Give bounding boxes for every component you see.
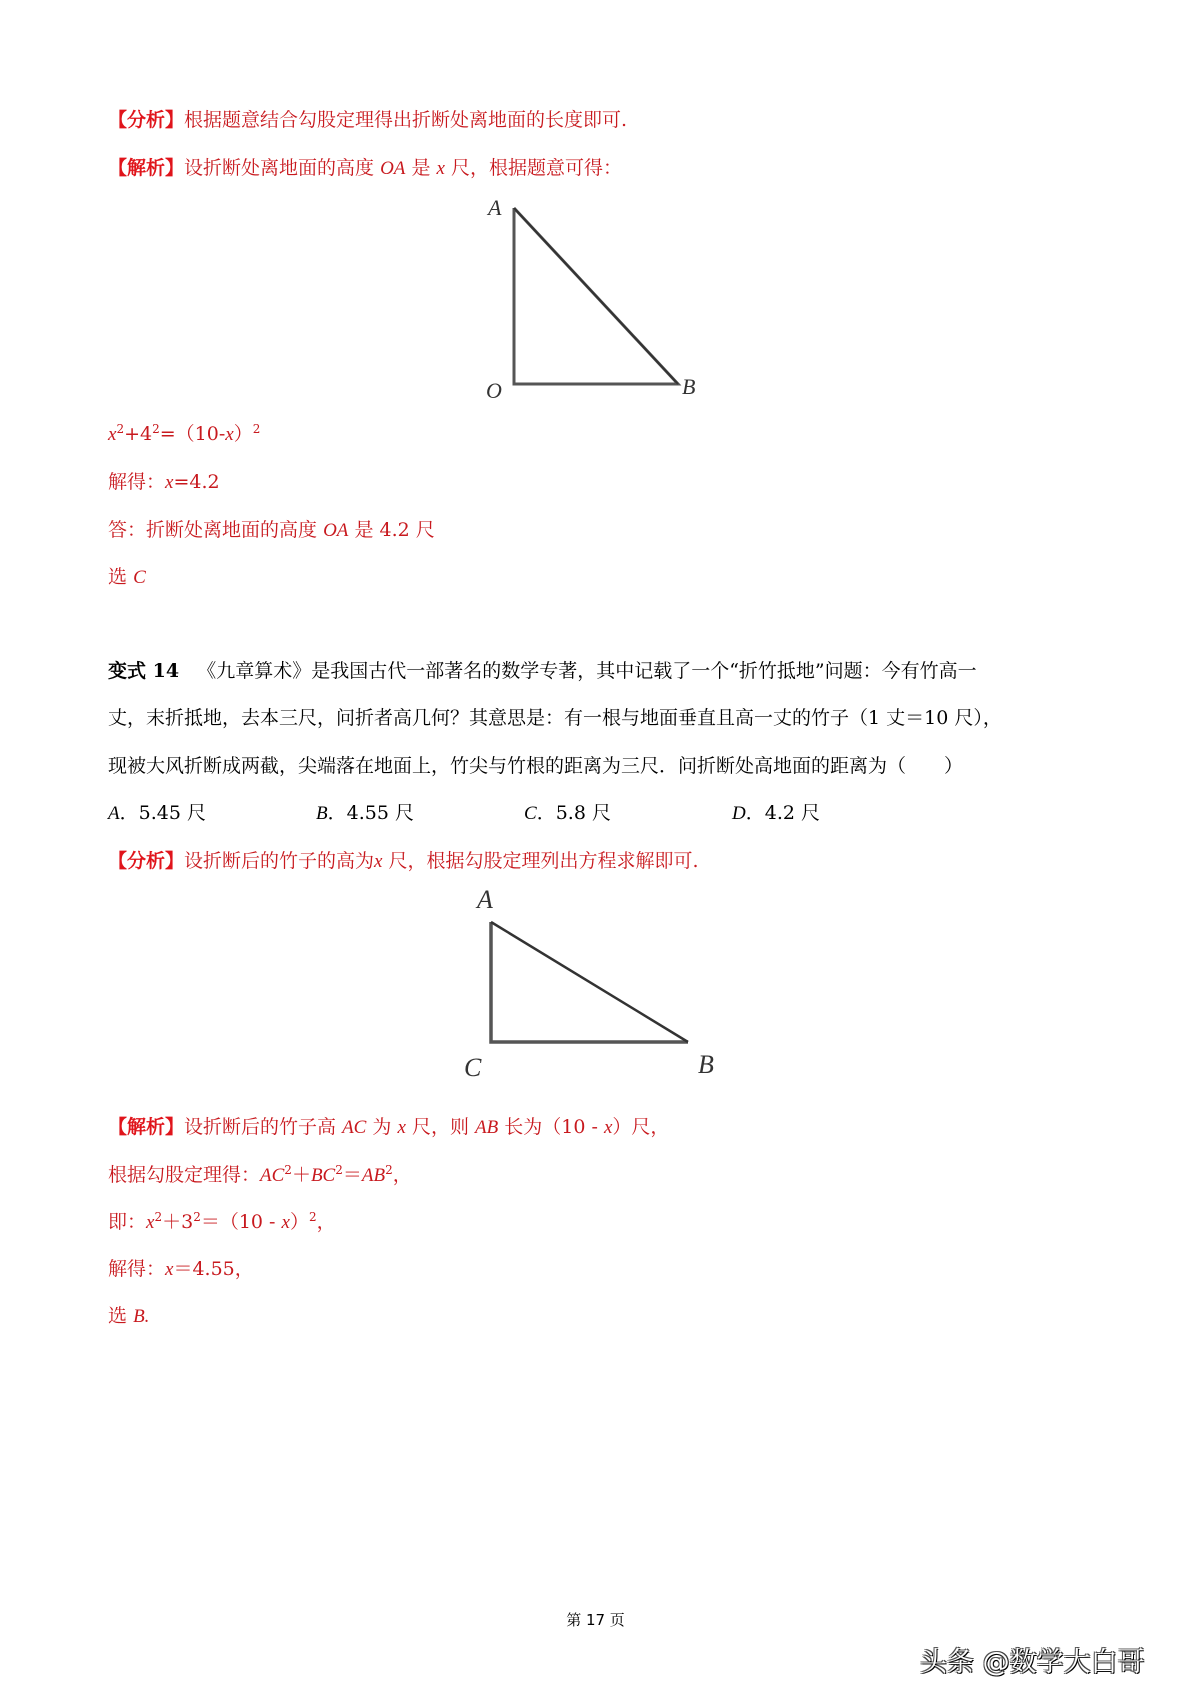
equation-line-2 [108, 1209, 336, 1236]
equals: ＝ [342, 1164, 362, 1186]
exponent: 2 [385, 1163, 393, 1177]
option-a[interactable] [108, 800, 316, 827]
solution-text: 尺，则 [411, 1116, 469, 1138]
exponent: 2 [152, 422, 160, 436]
var-x: x [225, 424, 234, 445]
option-letter: B [316, 803, 328, 824]
var-x: x [603, 1117, 613, 1138]
question-text: 丈，末折抵地，去本三尺，问折者高几何？其意思是：有一根与地面垂直且高一丈的竹子（1 丈＝10 尺）， [108, 707, 1002, 729]
var-ab: AB [361, 1165, 386, 1186]
solution-text: 为 [372, 1116, 392, 1138]
solution-tag: 【解析】 [108, 157, 185, 179]
var-x: x [397, 1117, 406, 1138]
equation-line [108, 421, 260, 448]
solution-tag: 【解析】 [108, 1116, 185, 1138]
var-oa: OA [323, 520, 349, 541]
solution-text: 长为（10 - [504, 1116, 604, 1138]
question-text: 《九章算术》是我国古代一部著名的数学专著，其中记载了一个“折竹抵地”问题：今有竹高一 [197, 660, 977, 682]
comma: ， [392, 1164, 412, 1186]
solve-label: 解得： [108, 1258, 166, 1280]
analysis-tag: 【分析】 [108, 109, 185, 131]
eq-text: ＋3 [162, 1211, 194, 1233]
option-letter: A [108, 803, 120, 824]
choose-label: 选 [108, 1305, 128, 1327]
option-letter: D [732, 803, 746, 824]
triangle-figure-acb [450, 880, 750, 1100]
analysis-text: 尺，根据勾股定理列出方程求解即可. [388, 850, 699, 872]
solve-value: =4.2 [173, 471, 220, 493]
var-ac: AC [260, 1165, 285, 1186]
options-row [108, 800, 940, 827]
question-line-2 [108, 705, 1002, 731]
solve-line-2 [108, 1256, 254, 1283]
option-letter: C [524, 803, 537, 824]
exponent: 2 [308, 1210, 317, 1224]
choose-line [108, 564, 146, 591]
answer-label: 答：折断处离地面的高度 [108, 519, 318, 541]
var-bc: BC [310, 1165, 336, 1186]
solution-text: 设折断处离地面的高度 [184, 157, 375, 179]
label-a: A [488, 195, 502, 220]
solve-label: 解得： [108, 471, 166, 493]
solve-line [108, 469, 220, 496]
option-c[interactable] [524, 800, 732, 827]
watermark: 头条 @数学大白哥 [920, 1647, 1145, 1678]
question-line-3 [108, 753, 963, 779]
eq-text: ） [289, 1211, 309, 1233]
solution-text: 是 [411, 157, 431, 179]
plus: ＋ [291, 1164, 311, 1186]
exponent: 2 [284, 1163, 292, 1177]
label-c: C [464, 1053, 482, 1082]
solution-line-2 [108, 1114, 669, 1141]
exponent: 2 [154, 1210, 163, 1224]
choose-value: C [133, 567, 146, 588]
answer-value: 是 4.2 尺 [354, 519, 435, 541]
exponent: 2 [252, 422, 261, 436]
option-text: ．5.45 尺 [119, 802, 206, 824]
exponent: 2 [116, 422, 125, 436]
triangle-figure-oab [470, 190, 730, 410]
eq-text: =（10- [159, 423, 226, 445]
pythagoras-line [108, 1162, 412, 1189]
pythag-label: 根据勾股定理得： [108, 1164, 261, 1186]
var-x: x [165, 472, 174, 493]
page-number: 第 17 页 [566, 1611, 625, 1629]
var-x: x [108, 424, 117, 445]
option-text: ．5.8 尺 [536, 802, 611, 824]
solution-text: ）尺， [612, 1116, 670, 1138]
analysis-tag: 【分析】 [108, 850, 185, 872]
eq-text: ） [233, 423, 253, 445]
eq-label: 即： [108, 1211, 147, 1233]
solution-line-1 [108, 155, 622, 182]
solution-text: 设折断后的竹子高 [184, 1116, 337, 1138]
question-text: 现被大风折断成两截，尖端落在地面上，竹尖与竹根的距离为三尺．问折断处高地面的距离为（ ） [108, 755, 964, 777]
hypotenuse-ab [514, 208, 678, 384]
eq-text: +4 [124, 423, 153, 445]
var-x: x [281, 1212, 290, 1233]
var-ab: AB [475, 1117, 499, 1138]
choose-label: 选 [108, 566, 128, 588]
choose-line-2 [108, 1303, 149, 1330]
label-a: A [477, 885, 493, 914]
var-x: x [436, 158, 445, 179]
option-text: ．4.55 尺 [327, 802, 414, 824]
comma: ， [316, 1211, 336, 1233]
question-title: 变式 14 [108, 660, 180, 682]
answer-line [108, 517, 435, 544]
analysis-text: 设折断后的竹子的高为 [184, 850, 375, 872]
analysis-line-2 [108, 848, 699, 875]
option-text: ．4.2 尺 [745, 802, 820, 824]
var-x: x [374, 851, 383, 872]
option-b[interactable] [316, 800, 524, 827]
var-x: x [165, 1259, 174, 1280]
label-b: B [682, 374, 696, 399]
option-d[interactable] [732, 800, 940, 827]
analysis-text: 根据题意结合勾股定理得出折断处离地面的长度即可. [184, 109, 628, 131]
solve-value: ＝4.55， [173, 1258, 254, 1280]
label-b: B [698, 1050, 714, 1079]
label-o: O [486, 378, 502, 403]
exponent: 2 [335, 1163, 343, 1177]
var-x: x [146, 1212, 155, 1233]
solution-text: 尺，根据题意可得： [451, 157, 623, 179]
var-oa: OA [380, 158, 406, 179]
var-ac: AC [342, 1117, 367, 1138]
question-line-1 [108, 658, 977, 684]
hypotenuse-ab [491, 922, 688, 1042]
exponent: 2 [193, 1210, 201, 1224]
analysis-line-1 [108, 107, 627, 133]
eq-text: ＝（10 - [200, 1211, 282, 1233]
choose-value: B. [133, 1306, 150, 1327]
